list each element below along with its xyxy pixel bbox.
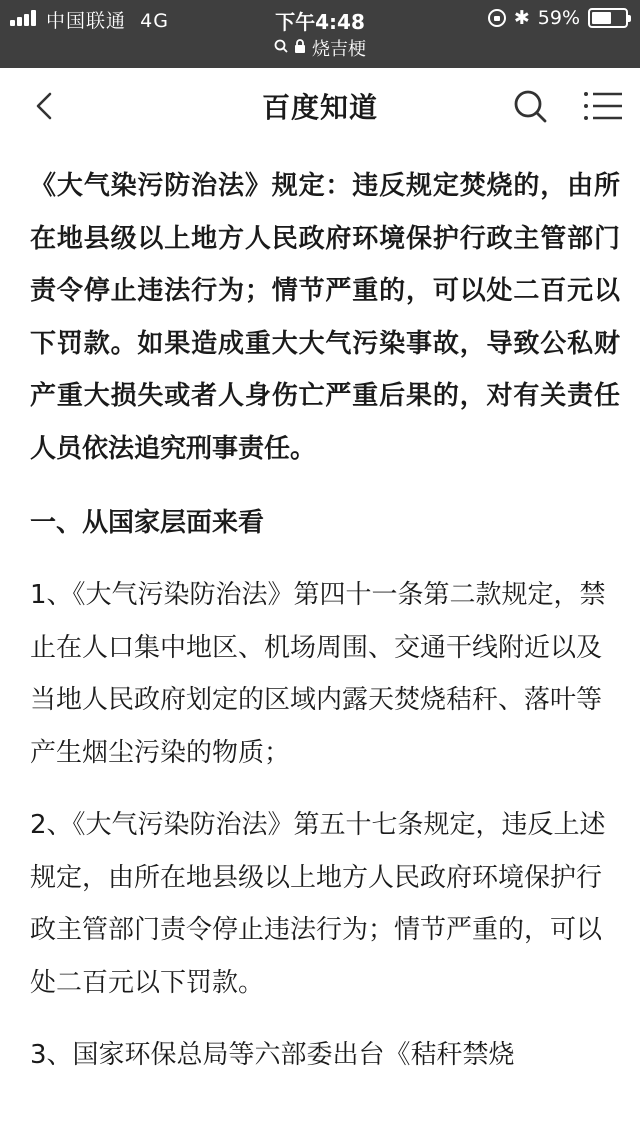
list-item: 2、《大气污染防治法》第五十七条规定，违反上述规定，由所在地县级以上地方人民政府环境保护行政主管部门责令停止违法行为；情节严重的，可以处二百元以下罚款。 <box>30 810 606 998</box>
search-icon <box>510 86 550 126</box>
search-small-icon <box>274 39 288 57</box>
battery-fill <box>592 12 611 24</box>
status-time: 下午4:48 <box>275 10 365 34</box>
nav-bar <box>0 68 640 144</box>
url-text: 烧吉梗 <box>312 39 366 60</box>
answer-content <box>30 160 620 1102</box>
section-heading: 一、从国家层面来看 <box>30 508 265 538</box>
menu-button[interactable] <box>582 86 624 126</box>
search-button[interactable] <box>510 86 550 126</box>
status-right-group <box>488 6 628 30</box>
list-item: 3、国家环保总局等六部委出台《秸秆禁烧 <box>30 1040 515 1070</box>
page-title: 百度知道 <box>261 91 378 124</box>
status-bar <box>0 0 640 68</box>
url-bar[interactable] <box>0 34 640 62</box>
lock-icon <box>294 39 306 57</box>
menu-list-icon <box>582 86 624 126</box>
battery-icon <box>588 8 628 28</box>
battery-percent: 59% <box>537 7 580 29</box>
carrier-name: 中国联通 <box>46 10 127 32</box>
intro-paragraph: 《大气染污防治法》规定：违反规定焚烧的，由所在地县级以上地方人民政府环境保护行政主管部门责令停止违法行为；情节严重的，可以处二百元以下罚款。如果造成重大大气污染事故，导致公私财产重大损失或者人身伤亡严重后果的，对有关责任人员依法追究刑事责任。 <box>30 171 620 464</box>
list-item: 1、《大气污染防治法》第四十一条第二款规定，禁止在人口集中地区、机场周围、交通干线附近以及当地人民政府划定的区域内露天焚烧秸秆、落叶等产生烟尘污染的物质； <box>30 580 606 768</box>
network-type: 4G <box>140 10 169 32</box>
bluetooth-icon: ✱ <box>513 7 530 29</box>
rotation-lock-icon <box>488 9 506 27</box>
status-row <box>0 0 640 36</box>
